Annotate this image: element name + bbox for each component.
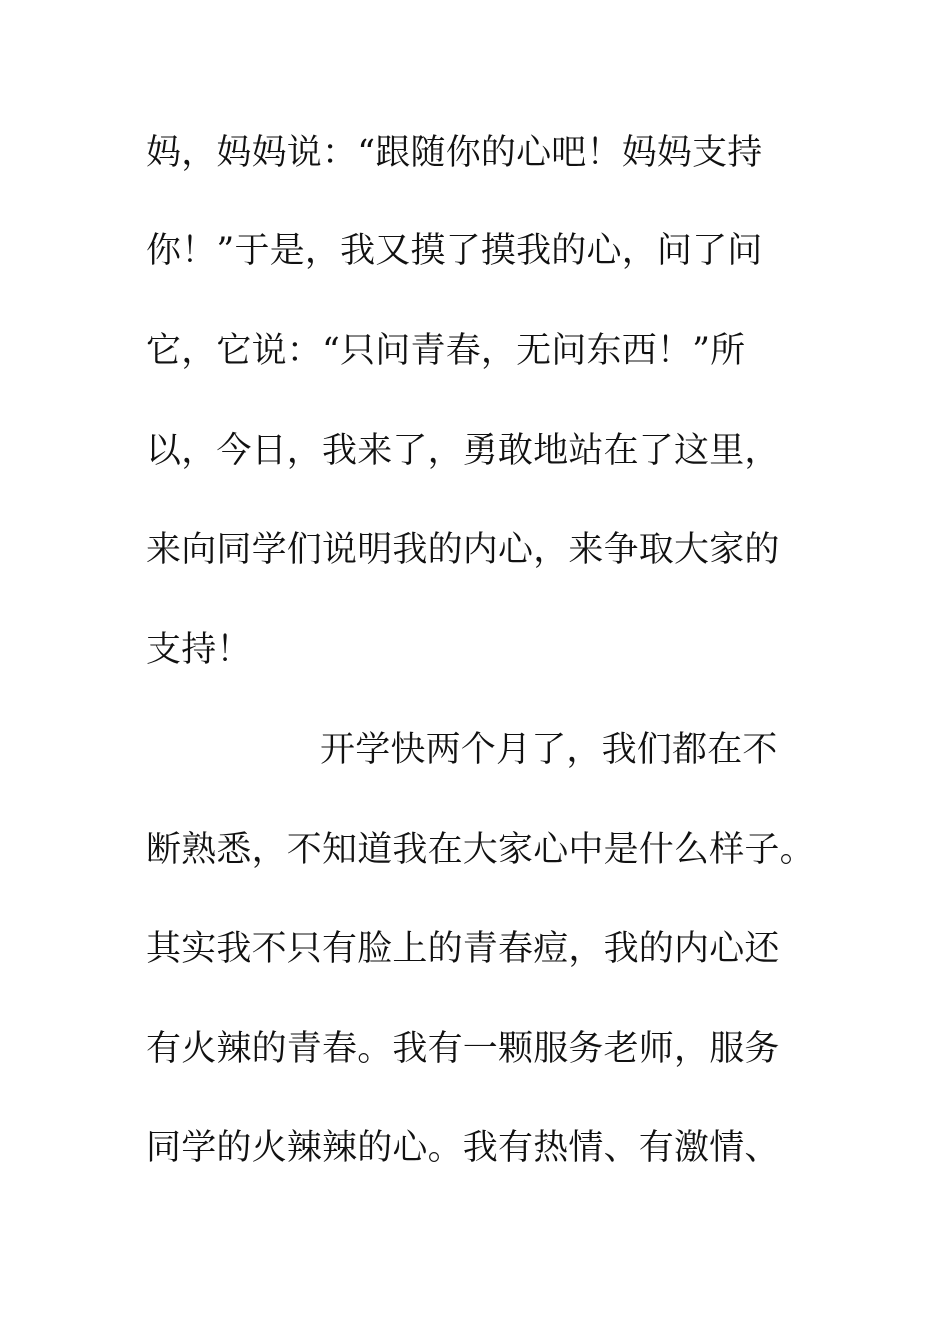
text-line: 它，它说：“只问青春，无问东西！”所 <box>146 331 746 371</box>
text-line: 支持！ <box>146 630 252 670</box>
text-line: 有火辣的青春。我有一颗服务老师，服务 <box>146 1029 780 1069</box>
text-line: 断熟悉，不知道我在大家心中是什么样子。 <box>146 830 815 870</box>
text-line: 同学的火辣辣的心。我有热情、有激情、 <box>146 1128 780 1168</box>
text-line: 以，今日，我来了，勇敢地站在了这里， <box>146 431 780 471</box>
text-line: 妈，妈妈说：“跟随你的心吧！妈妈支持 <box>146 133 763 173</box>
text-line: 来向同学们说明我的内心，来争取大家的 <box>146 530 780 570</box>
text-line: 其实我不只有脸上的青春痘，我的内心还 <box>146 929 780 969</box>
paragraph-start-line: 开学快两个月了，我们都在不 <box>320 730 778 770</box>
text-line: 你！”于是，我又摸了摸我的心，问了问 <box>146 231 763 271</box>
